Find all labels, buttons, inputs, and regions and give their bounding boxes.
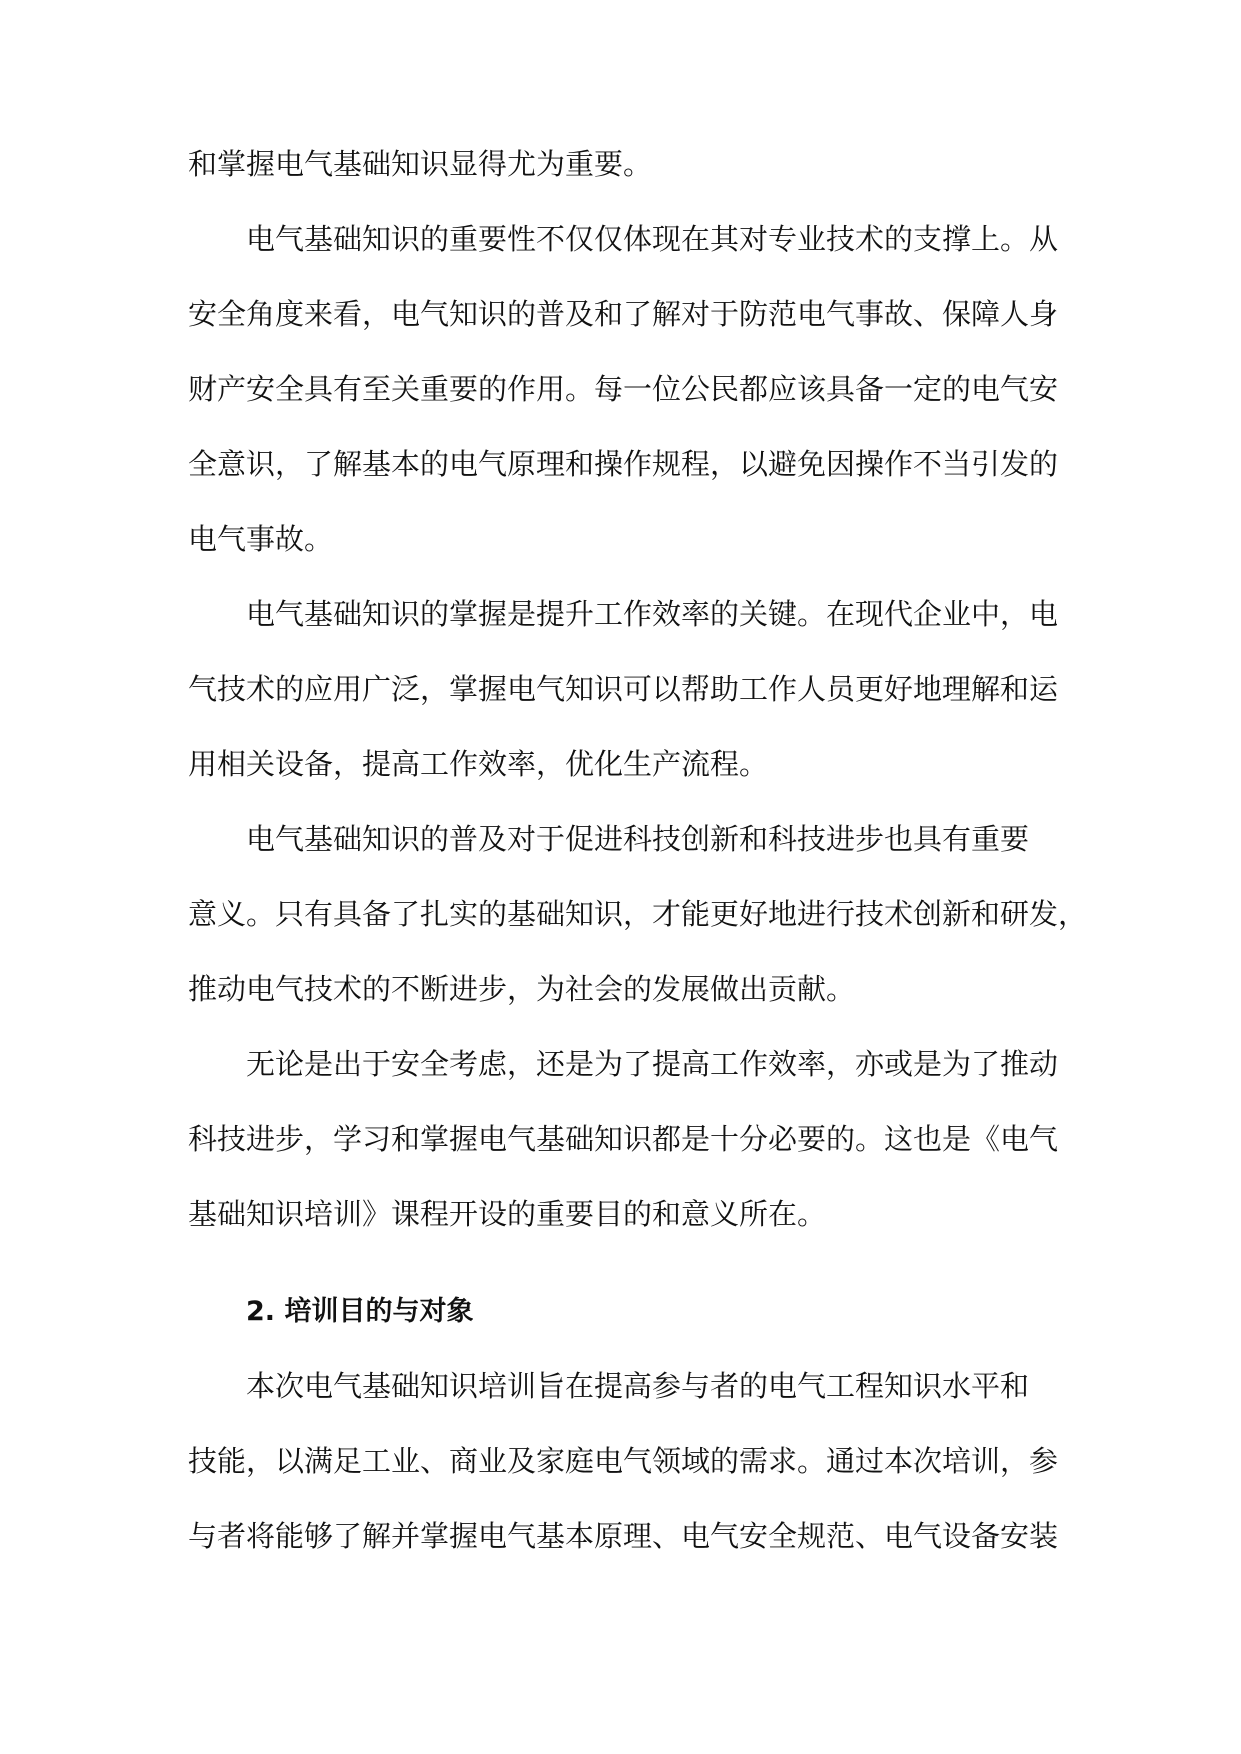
text-line: 基础知识培训》课程开设的重要目的和意义所在。	[188, 1197, 827, 1231]
text-line: 安全角度来看，电气知识的普及和了解对于防范电气事故、保障人身	[188, 297, 1059, 331]
text-line: 与者将能够了解并掌握电气基本原理、电气安全规范、电气设备安装	[188, 1519, 1059, 1553]
text-line: 电气基础知识的普及对于促进科技创新和科技进步也具有重要	[246, 822, 1030, 856]
text-line: 电气事故。	[188, 522, 334, 556]
text-line: 用相关设备，提高工作效率，优化生产流程。	[188, 747, 769, 781]
text-line: 推动电气技术的不断进步，为社会的发展做出贡献。	[188, 972, 856, 1006]
text-line: 全意识，了解基本的电气原理和操作规程，以避免因操作不当引发的	[188, 447, 1059, 481]
document-page	[188, 142, 1088, 1589]
text-line: 气技术的应用广泛，掌握电气知识可以帮助工作人员更好地理解和运	[188, 672, 1059, 706]
text-line: 科技进步，学习和掌握电气基础知识都是十分必要的。这也是《电气	[188, 1122, 1059, 1156]
paragraph-4	[188, 817, 1088, 1012]
paragraph-5	[188, 1042, 1058, 1237]
section-paragraph	[188, 1364, 1058, 1559]
text-line: 和掌握电气基础知识显得尤为重要。	[188, 147, 653, 181]
paragraph-3	[188, 592, 1058, 787]
text-line: 电气基础知识的掌握是提升工作效率的关键。在现代企业中，电	[246, 597, 1059, 631]
text-line: 本次电气基础知识培训旨在提高参与者的电气工程知识水平和	[246, 1369, 1030, 1403]
text-line: 意义。只有具备了扎实的基础知识，才能更好地进行技术创新和研发，	[188, 897, 1088, 931]
paragraph-1	[188, 142, 1058, 187]
text-line: 技能，以满足工业、商业及家庭电气领域的需求。通过本次培训，参	[188, 1444, 1059, 1478]
text-line: 无论是出于安全考虑，还是为了提高工作效率，亦或是为了推动	[246, 1047, 1059, 1081]
paragraph-2	[188, 217, 1058, 562]
text-line: 财产安全具有至关重要的作用。每一位公民都应该具备一定的电气安	[188, 372, 1059, 406]
section-heading: 2. 培训目的与对象	[246, 1296, 474, 1327]
text-line: 电气基础知识的重要性不仅仅体现在其对专业技术的支撑上。从	[246, 222, 1059, 256]
